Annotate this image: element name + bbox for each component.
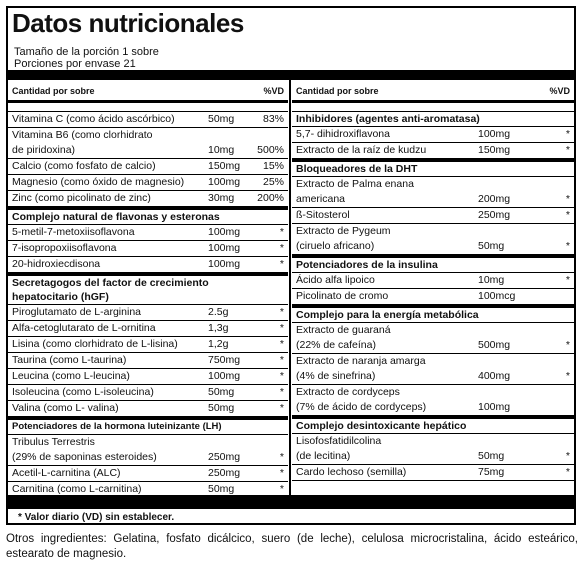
nutrient-row	[8, 191, 288, 207]
nutrient-row	[8, 241, 288, 257]
nutrient-row	[8, 435, 288, 466]
nutrient-row	[8, 353, 288, 369]
bottom-divider	[8, 495, 574, 509]
nutrient-amount: 100mg	[208, 176, 241, 188]
nutrient-name: ß-Sitosterol	[296, 209, 350, 221]
section-title-hgf	[8, 273, 288, 305]
nutrient-name: Lisina (como clorhidrato de L-lisina)	[12, 338, 178, 350]
nutrient-amount: 100mg	[208, 242, 241, 254]
top-divider	[8, 70, 574, 80]
nutrient-row	[8, 159, 288, 175]
serving-size: Tamaño de la porción 1 sobre	[14, 46, 159, 58]
other-ingredients: Otros ingredientes: Gelatina, fosfato dicálcico, suero (de leche), celulosa microcristalina, ácido esteárico, estearato de magnesio.	[6, 533, 578, 560]
nutrient-row	[292, 465, 574, 481]
nutrient-dv: *	[565, 193, 570, 205]
nutrient-dv: *	[279, 386, 284, 398]
nutrient-row	[292, 354, 574, 385]
nutrient-dv: 500%	[257, 144, 284, 156]
nutrient-row	[292, 208, 574, 224]
nutrient-dv: *	[279, 402, 284, 414]
nutrient-dv: *	[565, 144, 570, 156]
nutrient-name-cont: (22% de cafeína)	[296, 339, 376, 351]
nutrient-amount: 400mg	[478, 370, 511, 382]
dv-header: %VD	[549, 86, 570, 96]
section-title-energy	[292, 305, 574, 323]
nutrient-amount: 50mg	[208, 402, 235, 414]
nutrient-dv: *	[565, 240, 570, 252]
nutrient-amount: 50mg	[478, 450, 505, 462]
nutrient-row	[292, 143, 574, 159]
nutrient-amount: 200mg	[478, 193, 511, 205]
nutrient-row	[292, 177, 574, 208]
nutrient-name-cont: (ciruelo africano)	[296, 240, 375, 252]
section-title-lh	[8, 417, 288, 435]
nutrient-dv: 83%	[262, 113, 284, 125]
nutrient-row	[8, 112, 288, 128]
column-header	[292, 80, 574, 103]
nutrient-name: 5-metil-7-metoxiisoflavona	[12, 226, 135, 238]
nutrient-dv: *	[279, 226, 284, 238]
nutrition-panel	[6, 6, 576, 525]
nutrient-amount: 250mg	[478, 209, 511, 221]
nutrient-row	[8, 257, 288, 273]
nutrient-dv: *	[279, 242, 284, 254]
nutrient-row	[8, 401, 288, 417]
nutrient-row	[292, 385, 574, 416]
nutrient-dv: *	[565, 466, 570, 478]
section-title-dht	[292, 159, 574, 177]
nutrient-amount: 150mg	[208, 160, 241, 172]
nutrient-row	[292, 127, 574, 143]
spacer	[8, 103, 288, 112]
nutrient-name: Extracto de guaraná	[296, 324, 391, 336]
nutrient-name: Taurina (como L-taurina)	[12, 354, 127, 366]
left-column	[8, 80, 288, 498]
nutrient-row	[8, 466, 288, 482]
nutrient-name: Acetil-L-carnitina (ALC)	[12, 467, 121, 479]
nutrient-name: 5,7- dihidroxiflavona	[296, 128, 390, 140]
nutrient-amount: 150mg	[478, 144, 511, 156]
nutrient-dv: *	[279, 338, 284, 350]
section-title-aromatase	[292, 112, 574, 127]
nutrient-name: Extracto de la raíz de kudzu	[296, 144, 427, 156]
nutrient-dv: *	[279, 370, 284, 382]
section-title-hgf-text-2: hepatocitario (hGF)	[12, 291, 109, 303]
page-title: Datos nutricionales	[12, 8, 244, 38]
section-title-insulin-text: Potenciadores de la insulina	[296, 259, 438, 271]
nutrient-amount: 1,2g	[208, 338, 229, 350]
nutrient-amount: 10mg	[208, 144, 235, 156]
servings-per-container: Porciones por envase 21	[14, 58, 136, 70]
right-column	[292, 80, 574, 481]
nutrient-row	[8, 225, 288, 241]
nutrient-name: Vitamina C (como ácido ascórbico)	[12, 113, 175, 125]
nutrient-name: Extracto de Palma enana	[296, 178, 414, 190]
nutrient-dv: *	[565, 209, 570, 221]
nutrient-name: Vitamina B6 (como clorhidrato	[12, 129, 153, 141]
nutrient-dv: *	[565, 370, 570, 382]
nutrient-amount: 50mg	[208, 483, 235, 495]
nutrient-dv: *	[279, 258, 284, 270]
dv-header: %VD	[263, 86, 284, 96]
section-title-dht-text: Bloqueadores de la DHT	[296, 163, 418, 175]
nutrient-row	[8, 305, 288, 321]
nutrient-name: Cardo lechoso (semilla)	[296, 466, 407, 478]
nutrient-row	[292, 434, 574, 465]
nutrient-dv: *	[565, 128, 570, 140]
nutrient-amount: 250mg	[208, 467, 241, 479]
nutrient-amount: 750mg	[208, 354, 241, 366]
nutrient-row	[292, 273, 574, 289]
nutrient-name: Alfa-cetoglutarato de L-ornitina	[12, 322, 156, 334]
nutrient-name-cont: (de lecitina)	[296, 450, 351, 462]
nutrient-name: Extracto de cordyceps	[296, 386, 400, 398]
section-title-energy-text: Complejo para la energía metabólica	[296, 309, 479, 321]
nutrient-dv: 200%	[257, 192, 284, 204]
nutrient-amount: 1,3g	[208, 322, 229, 334]
nutrient-amount: 100mg	[208, 370, 241, 382]
nutrient-dv: *	[279, 451, 284, 463]
nutrient-dv: 25%	[262, 176, 284, 188]
section-title-hgf-text: Secretagogos del factor de crecimiento	[12, 277, 209, 289]
section-title-flavones-text: Complejo natural de flavonas y esteronas	[12, 211, 220, 223]
nutrient-name: Lisofosfatidilcolina	[296, 435, 382, 447]
nutrient-name-cont: americana	[296, 193, 346, 205]
nutrient-amount: 10mg	[478, 274, 505, 286]
nutrient-name-cont: (4% de sinefrina)	[296, 370, 376, 382]
nutrient-row	[8, 369, 288, 385]
nutrient-name: Ácido alfa lipoico	[296, 274, 375, 286]
nutrient-row	[292, 289, 574, 305]
nutrient-name-cont: de piridoxina)	[12, 144, 76, 156]
nutrient-name: Piroglutamato de L-arginina	[12, 306, 141, 318]
nutrient-name: Valina (como L- valina)	[12, 402, 119, 414]
nutrient-amount: 30mg	[208, 192, 235, 204]
nutrient-row	[8, 321, 288, 337]
section-title-detox	[292, 416, 574, 434]
spacer	[292, 103, 574, 112]
nutrient-dv: *	[279, 483, 284, 495]
footnote: * Valor diario (VD) sin establecer.	[18, 512, 175, 523]
nutrient-row	[8, 337, 288, 353]
nutrient-amount: 50mg	[478, 240, 505, 252]
column-divider	[289, 80, 291, 495]
nutrient-name: Leucina (como L-leucina)	[12, 370, 130, 382]
nutrient-dv: *	[279, 306, 284, 318]
section-title-insulin	[292, 255, 574, 273]
nutrient-dv: *	[565, 339, 570, 351]
nutrient-amount: 100mg	[208, 226, 241, 238]
nutrient-name: Isoleucina (como L-isoleucina)	[12, 386, 154, 398]
nutrient-name-cont: (7% de ácido de cordyceps)	[296, 401, 427, 413]
nutrient-name: Carnitina (como L-carnitina)	[12, 483, 142, 495]
nutrient-dv: *	[279, 467, 284, 479]
nutrient-amount: 50mg	[208, 113, 235, 125]
nutrient-amount: 100mcg	[478, 290, 516, 302]
nutrient-name: Extracto de Pygeum	[296, 225, 391, 237]
section-title-flavones	[8, 207, 288, 225]
nutrient-name: Magnesio (como óxido de magnesio)	[12, 176, 185, 188]
nutrient-name: Picolinato de cromo	[296, 290, 389, 302]
nutrient-dv: *	[279, 354, 284, 366]
nutrient-name: Extracto de naranja amarga	[296, 355, 426, 367]
nutrient-amount: 250mg	[208, 451, 241, 463]
nutrient-amount: 50mg	[208, 386, 235, 398]
amount-per-header: Cantidad por sobre	[12, 86, 95, 96]
amount-per-header: Cantidad por sobre	[296, 86, 379, 96]
nutrient-dv: 15%	[262, 160, 284, 172]
section-title-lh-text: Potenciadores de la hormona luteinizante (LH)	[12, 421, 222, 432]
nutrient-name: Zinc (como picolinato de zinc)	[12, 192, 151, 204]
nutrient-amount: 100mg	[478, 128, 511, 140]
nutrient-amount: 100mg	[478, 401, 511, 413]
section-title-aromatase-text: Inhibidores (agentes anti-aromatasa)	[296, 113, 480, 125]
nutrient-row	[8, 128, 288, 159]
nutrient-row	[292, 224, 574, 255]
nutrient-row	[8, 175, 288, 191]
nutrient-row	[292, 323, 574, 354]
column-header	[8, 80, 288, 103]
nutrient-amount: 500mg	[478, 339, 511, 351]
nutrient-dv: *	[565, 274, 570, 286]
nutrient-name: Tribulus Terrestris	[12, 436, 95, 448]
section-title-detox-text: Complejo desintoxicante hepático	[296, 420, 467, 432]
nutrient-dv: *	[565, 450, 570, 462]
nutrient-amount: 75mg	[478, 466, 505, 478]
nutrient-name: Calcio (como fosfato de calcio)	[12, 160, 156, 172]
serving-info	[14, 46, 159, 70]
nutrient-dv: *	[279, 322, 284, 334]
nutrient-amount: 100mg	[208, 258, 241, 270]
nutrient-amount: 2.5g	[208, 306, 229, 318]
nutrient-name-cont: (29% de saponinas esteroides)	[12, 451, 157, 463]
nutrient-row	[8, 385, 288, 401]
nutrient-name: 7-isopropoxiisoflavona	[12, 242, 117, 254]
nutrient-name: 20-hidroxiecdisona	[12, 258, 101, 270]
